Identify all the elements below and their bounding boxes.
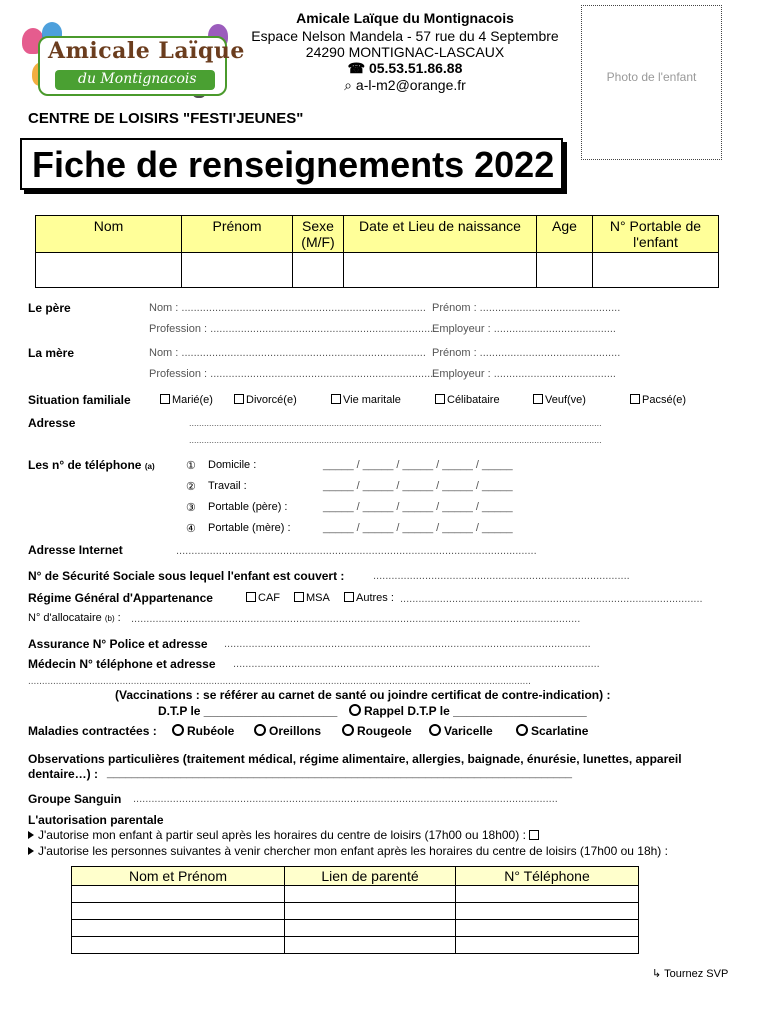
- option-label: Scarlatine: [531, 724, 589, 738]
- option-label: Veuf(ve): [545, 394, 586, 406]
- option-label: Pacsé(e): [642, 394, 687, 406]
- option-label: Célibataire: [447, 394, 500, 406]
- tel-travail-label: Travail :: [208, 480, 247, 492]
- cell-input[interactable]: [72, 886, 285, 903]
- autorisation-title: L'autorisation parentale: [28, 813, 164, 827]
- input-portable[interactable]: [593, 253, 719, 288]
- input-prenom[interactable]: [182, 253, 293, 288]
- checkbox[interactable]: [435, 394, 445, 404]
- option-label: Oreillons: [269, 724, 322, 738]
- tel-travail-field[interactable]: _____ / _____ / _____ / _____ / _____: [323, 480, 513, 492]
- checkbox[interactable]: [630, 394, 640, 404]
- pere-profession-field[interactable]: Profession : ..........................................................................: [149, 323, 437, 335]
- situation-celibataire[interactable]: [435, 394, 500, 406]
- cell-input[interactable]: [456, 903, 639, 920]
- checkbox[interactable]: [294, 592, 304, 602]
- maladie-rubeole[interactable]: [172, 724, 234, 738]
- cell-input[interactable]: [72, 920, 285, 937]
- cell-input[interactable]: [285, 886, 456, 903]
- checkbox[interactable]: [533, 394, 543, 404]
- situation-vie-maritale[interactable]: [331, 394, 401, 406]
- maladie-rougeole[interactable]: [342, 724, 412, 738]
- tel-number-3: ③: [186, 502, 196, 514]
- cell-input[interactable]: [72, 903, 285, 920]
- option-label: Rougeole: [357, 724, 412, 738]
- observations-field[interactable]: ____________________________________________________________________________: [107, 767, 572, 779]
- assurance-label: Assurance N° Police et adresse: [28, 637, 208, 651]
- tel-mere-field[interactable]: _____ / _____ / _____ / _____ / _____: [323, 522, 513, 534]
- phone-icon: ☎: [347, 60, 369, 76]
- medecin-field[interactable]: ........................................................................................................................: [233, 658, 600, 670]
- bullet-arrow-icon: [28, 847, 34, 855]
- input-sexe[interactable]: [293, 253, 344, 288]
- header-nom-prenom: Nom et Prénom: [72, 867, 285, 886]
- pere-nom-field[interactable]: Nom : ................................................................................: [149, 302, 426, 314]
- org-address-1: Espace Nelson Mandela - 57 rue du 4 Septembre: [251, 28, 559, 44]
- tel-number-1: ①: [186, 460, 196, 472]
- autorisation-item-1-text: J'autorise mon enfant à partir seul après les horaires du centre de loisirs (17h00 ou 18h00) :: [38, 828, 526, 842]
- photo-label: Photo de l'enfant: [606, 70, 697, 84]
- tel-number-2: ②: [186, 481, 196, 493]
- maladie-varicelle[interactable]: [429, 724, 493, 738]
- cell-input[interactable]: [456, 920, 639, 937]
- tel-domicile-field[interactable]: _____ / _____ / _____ / _____ / _____: [323, 459, 513, 471]
- assurance-field[interactable]: ........................................................................................................................: [224, 638, 591, 650]
- vaccins-note: (Vaccinations : se référer au carnet de santé ou joindre certificat de contre-indication) :: [115, 688, 611, 702]
- medecin-field-line-2[interactable]: .....................................................................................................................................................................................: [28, 676, 531, 687]
- rappel-dtp-text: Rappel D.T.P le ____________________: [364, 704, 587, 718]
- option-label: Autres :: [356, 592, 394, 604]
- adresse-label: Adresse: [28, 416, 76, 430]
- logo-subtext: du Montignacois: [78, 71, 197, 87]
- tel-number-4: ④: [186, 523, 196, 535]
- checkbox[interactable]: [246, 592, 256, 602]
- org-email-text: a-l-m2@orange.fr: [355, 77, 466, 93]
- allocataire-label-text: N° d'allocataire: [28, 612, 102, 624]
- autorisation-item-1: [28, 828, 541, 842]
- mere-employeur-field[interactable]: Employeur : ........................................: [432, 368, 616, 380]
- option-label: Rubéole: [187, 724, 235, 738]
- header-naissance: Date et Lieu de naissance: [344, 216, 537, 253]
- allocataire-label: [28, 612, 121, 624]
- header-prenom: Prénom: [182, 216, 293, 253]
- adresse-line-1[interactable]: .....................................................................................................................................................................: [189, 418, 602, 428]
- situation-pacse[interactable]: [630, 394, 686, 406]
- radio-bullet-icon: [349, 704, 361, 716]
- header-age: Age: [537, 216, 593, 253]
- telephone-label-text: Les n° de téléphone: [28, 458, 142, 472]
- allocataire-suffix: :: [117, 612, 121, 624]
- dtp-field[interactable]: D.T.P le ____________________: [158, 704, 338, 718]
- mere-prenom-field[interactable]: Prénom : ..............................................: [432, 347, 621, 359]
- bullet-arrow-icon: [28, 831, 34, 839]
- option-label: Varicelle: [444, 724, 493, 738]
- cell-input[interactable]: [285, 920, 456, 937]
- input-nom[interactable]: [36, 253, 182, 288]
- option-label: CAF: [258, 592, 280, 604]
- autorisation-item-2-text: J'autorise les personnes suivantes à venir chercher mon enfant après les horaires du centre de loisirs (17h00 ou 18h) :: [38, 844, 668, 858]
- cell-input[interactable]: [285, 937, 456, 954]
- internet-label: Adresse Internet: [28, 543, 123, 557]
- pere-employeur-field[interactable]: Employeur : ........................................: [432, 323, 616, 335]
- logo-text: Amicale Laïque: [48, 38, 245, 64]
- org-address-2: 24290 MONTIGNAC-LASCAUX: [305, 44, 505, 60]
- table-header-row: [72, 867, 639, 886]
- tel-mere-label: Portable (mère) :: [208, 522, 291, 534]
- option-label: Marié(e): [172, 394, 213, 406]
- situation-veuf[interactable]: [533, 394, 586, 406]
- cell-input[interactable]: [72, 937, 285, 954]
- medecin-label: Médecin N° téléphone et adresse: [28, 657, 216, 671]
- secu-field[interactable]: ....................................................................................: [373, 570, 630, 582]
- logo: [20, 22, 245, 100]
- header-nom: Nom: [36, 216, 182, 253]
- maladies-label: Maladies contractées :: [28, 724, 157, 738]
- maladie-oreillons[interactable]: [254, 724, 321, 738]
- radio-button[interactable]: [342, 724, 354, 736]
- table-row: [72, 937, 639, 954]
- internet-field[interactable]: ......................................................................................................................: [176, 545, 537, 557]
- table-header-row: [36, 216, 719, 253]
- cell-input[interactable]: [285, 903, 456, 920]
- radio-button[interactable]: [172, 724, 184, 736]
- mere-profession-field[interactable]: Profession : ..........................................................................: [149, 368, 437, 380]
- regime-autres-field[interactable]: ...................................................................................................: [400, 593, 703, 605]
- groupe-field[interactable]: ...........................................................................................................................................: [133, 793, 558, 805]
- page-title: Fiche de renseignements 2022: [32, 144, 555, 185]
- regime-msa[interactable]: [294, 592, 330, 604]
- option-label: Divorcé(e): [246, 394, 297, 406]
- tel-pere-field[interactable]: _____ / _____ / _____ / _____ / _____: [323, 501, 513, 513]
- table-row: [72, 903, 639, 920]
- rappel-dtp-field[interactable]: [349, 704, 587, 718]
- input-age[interactable]: [537, 253, 593, 288]
- org-name: Amicale Laïque du Montignacois: [296, 10, 514, 26]
- table-row: [72, 886, 639, 903]
- header-sexe: Sexe (M/F): [293, 216, 344, 253]
- checkbox[interactable]: [234, 394, 244, 404]
- mouse-icon: ⌕: [344, 77, 356, 93]
- input-naissance[interactable]: [344, 253, 537, 288]
- header-telephone: N° Téléphone: [456, 867, 639, 886]
- option-label: Vie maritale: [343, 394, 401, 406]
- footer-text: Tournez SVP: [664, 968, 729, 980]
- photo-placeholder: [581, 5, 722, 160]
- autorisation-item-2: [28, 844, 668, 858]
- mere-label: La mère: [28, 346, 75, 360]
- option-label: MSA: [306, 592, 330, 604]
- centre-title: CENTRE DE LOISIRS "FESTI'JEUNES": [28, 110, 304, 127]
- maladie-scarlatine[interactable]: [516, 724, 588, 738]
- telephone-label: [28, 458, 155, 472]
- checkbox[interactable]: [160, 394, 170, 404]
- radio-button[interactable]: [254, 724, 266, 736]
- radio-button[interactable]: [516, 724, 528, 736]
- regime-autres[interactable]: [344, 592, 394, 604]
- checkbox[interactable]: [344, 592, 354, 602]
- cell-input[interactable]: [456, 886, 639, 903]
- observations-label-2: dentaire…) :: [28, 767, 99, 781]
- regime-caf[interactable]: [246, 592, 280, 604]
- footer: [652, 967, 728, 980]
- autorisation-checkbox[interactable]: [529, 830, 539, 840]
- org-email[interactable]: [250, 77, 560, 94]
- secu-label: N° de Sécurité Sociale sous lequel l'enfant est couvert :: [28, 569, 345, 583]
- allocataire-field[interactable]: ...................................................................................................................................................: [131, 613, 581, 625]
- adresse-line-2[interactable]: .....................................................................................................................................................................: [189, 435, 602, 445]
- org-phone: [250, 60, 560, 77]
- org-phone-number: 05.53.51.86.88: [368, 60, 463, 76]
- turn-page-icon: ↳: [652, 968, 665, 980]
- mere-nom-field[interactable]: Nom : ................................................................................: [149, 347, 426, 359]
- telephone-note: (a): [144, 462, 155, 471]
- child-table: [35, 215, 719, 288]
- groupe-label: Groupe Sanguin: [28, 792, 122, 806]
- situation-marie[interactable]: [160, 394, 213, 406]
- radio-button[interactable]: [429, 724, 441, 736]
- authorized-persons-table: [71, 866, 639, 954]
- tel-pere-label: Portable (père) :: [208, 501, 288, 513]
- situation-label: Situation familiale: [28, 393, 131, 407]
- header-portable: N° Portable de l'enfant: [593, 216, 719, 253]
- checkbox[interactable]: [331, 394, 341, 404]
- header-lien: Lien de parenté: [285, 867, 456, 886]
- cell-input[interactable]: [456, 937, 639, 954]
- regime-label: Régime Général d'Appartenance: [28, 591, 213, 605]
- table-row: [36, 253, 719, 288]
- title-box: [20, 138, 563, 190]
- allocataire-note: (b): [104, 614, 115, 623]
- pere-prenom-field[interactable]: Prénom : ..............................................: [432, 302, 621, 314]
- situation-divorce[interactable]: [234, 394, 297, 406]
- pere-label: Le père: [28, 301, 71, 315]
- observations-label: Observations particulières (traitement médical, régime alimentaire, allergies, baignade, énurésie, lunettes, appareil: [28, 752, 682, 766]
- tel-domicile-label: Domicile :: [208, 459, 257, 471]
- table-row: [72, 920, 639, 937]
